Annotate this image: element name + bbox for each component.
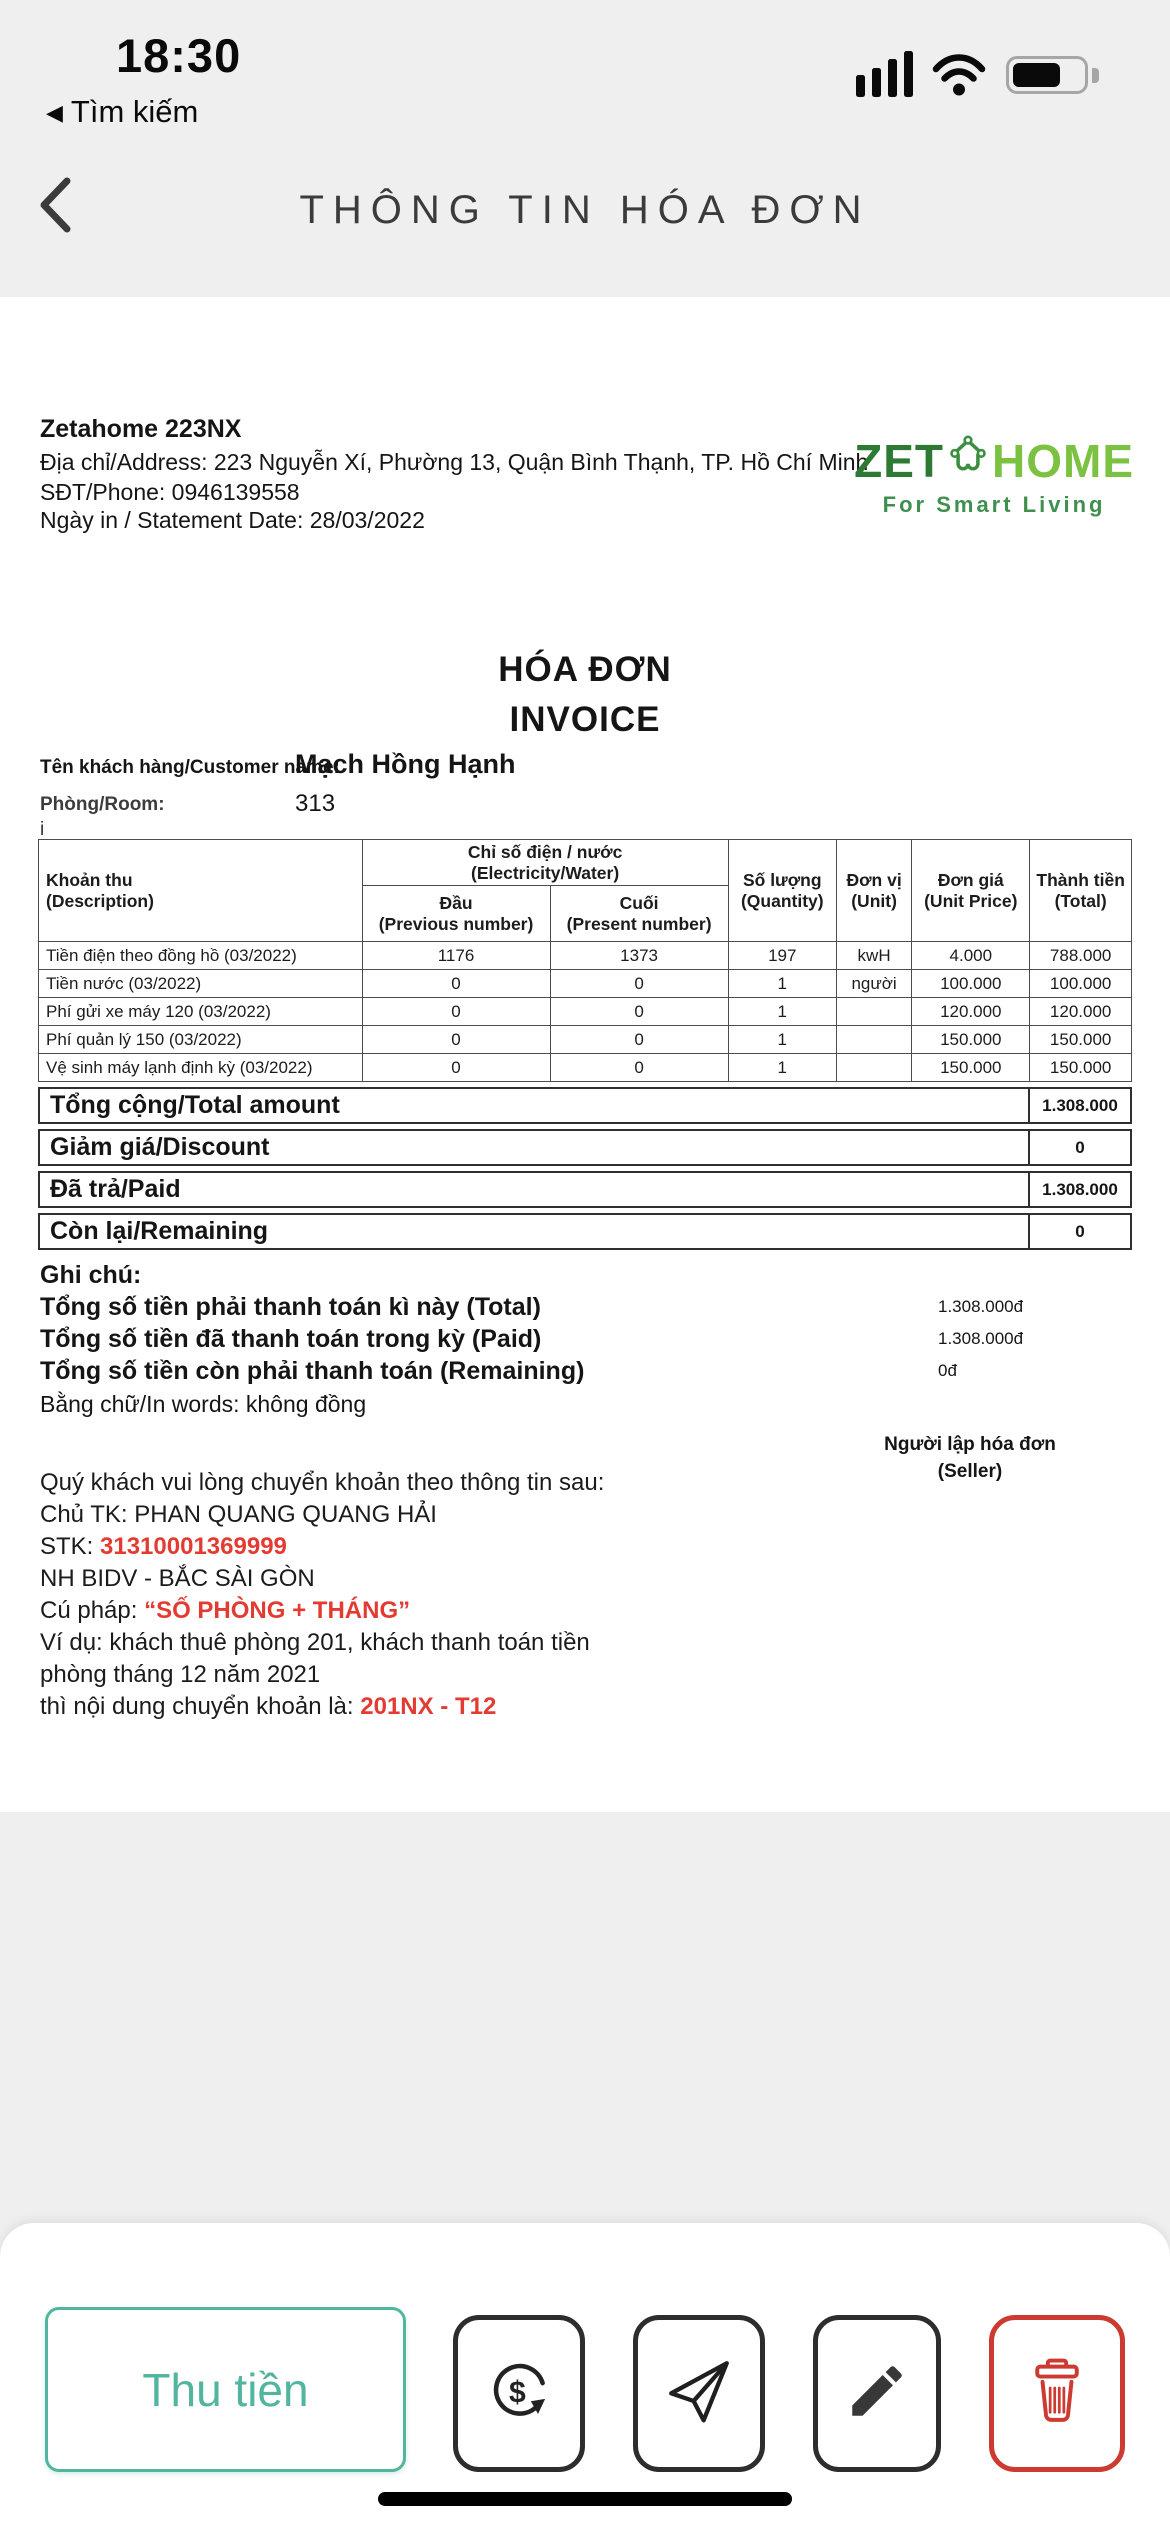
total-amount-row: Tổng cộng/Total amount 1.308.000 xyxy=(38,1087,1132,1124)
note-total-value: 1.308.000đ xyxy=(938,1297,1024,1316)
logo-text-zet: ZET xyxy=(854,434,944,487)
col-total: Thành tiền (Total) xyxy=(1030,840,1132,942)
room-label: Phòng/Room: xyxy=(40,794,165,815)
page-title: THÔNG TIN HÓA ĐƠN xyxy=(299,188,871,232)
col-meter-group: Chỉ số điện / nước (Electricity/Water) xyxy=(362,840,728,886)
cellular-icon xyxy=(856,50,920,97)
account-number-line: STK: 31310001369999 xyxy=(40,1533,287,1560)
note-paid-label: Tổng số tiền đã thanh toán trong kỳ (Paid) xyxy=(40,1325,542,1353)
account-holder: Chủ TK: PHAN QUANG QUANG HẢI xyxy=(40,1501,437,1528)
col-unit-price: Đơn giá (Unit Price) xyxy=(912,840,1030,942)
charges-table xyxy=(38,839,1132,1082)
note-remaining-value: 0đ xyxy=(938,1361,957,1380)
home-indicator[interactable] xyxy=(378,2492,792,2506)
example-line-2: phòng tháng 12 năm 2021 xyxy=(40,1661,321,1688)
edit-button[interactable] xyxy=(813,2315,941,2472)
send-button[interactable] xyxy=(633,2315,765,2472)
zetahome-logo xyxy=(854,433,1134,518)
col-present: Cuối (Present number) xyxy=(550,886,728,942)
col-previous: Đầu (Previous number) xyxy=(362,886,550,942)
statement-date: Ngày in / Statement Date: 28/03/2022 xyxy=(40,507,425,533)
delete-icon xyxy=(1026,2356,1088,2431)
logo-text-home: HOME xyxy=(992,434,1134,487)
transfer-content-line: thì nội dung chuyển khoản là: 201NX - T12 xyxy=(40,1693,497,1720)
table-row: Tiền nước (03/2022) 0 0 1 người 100.000 100.000 xyxy=(39,970,1132,998)
company-address: Địa chỉ/Address: 223 Nguyễn Xí, Phường 13, Quận Bình Thạnh, TP. Hồ Chí Minh xyxy=(40,449,869,475)
edit-icon xyxy=(844,2358,910,2429)
invoice-heading xyxy=(0,645,1170,745)
send-icon xyxy=(662,2354,736,2433)
discount-row: Giảm giá/Discount 0 xyxy=(38,1129,1132,1166)
example-line-1: Ví dụ: khách thuê phòng 201, khách thanh toán tiền xyxy=(40,1629,590,1656)
col-description: Khoản thu (Description) xyxy=(39,840,363,942)
table-row: Vệ sinh máy lạnh định kỳ (03/2022) 0 0 1 150.000 150.000 xyxy=(39,1054,1132,1082)
payment-instructions xyxy=(40,1467,604,1723)
stray-char: i xyxy=(40,819,45,840)
money-cycle-icon xyxy=(481,2353,557,2434)
remaining-row: Còn lại/Remaining 0 xyxy=(38,1213,1132,1250)
note-total-label: Tổng số tiền phải thanh toán kì này (Total) xyxy=(40,1293,541,1321)
back-to-app-label: Tìm kiếm xyxy=(70,94,199,129)
bank-name: NH BIDV - BẮC SÀI GÒN xyxy=(40,1565,315,1592)
svg-text:$: $ xyxy=(509,2376,526,2410)
note-remaining-label: Tổng số tiền còn phải thanh toán (Remaining) xyxy=(40,1357,585,1385)
collect-money-button[interactable]: Thu tiền xyxy=(45,2307,406,2472)
transfer-content: 201NX - T12 xyxy=(360,1693,497,1720)
table-row: Phí gửi xe máy 120 (03/2022) 0 0 1 120.000 120.000 xyxy=(39,998,1132,1026)
seller-signature-block: Người lập hóa đơn (Seller) xyxy=(884,1434,1056,1482)
company-phone: SĐT/Phone: 0946139558 xyxy=(40,479,300,505)
back-to-app-link[interactable] xyxy=(46,94,198,130)
notes-title: Ghi chú: xyxy=(40,1261,142,1289)
col-quantity: Số lượng (Quantity) xyxy=(728,840,836,942)
account-number: 31310001369999 xyxy=(100,1533,287,1560)
logo-tagline: For Smart Living xyxy=(882,492,1106,517)
battery-icon xyxy=(1006,56,1088,94)
delete-button[interactable] xyxy=(989,2315,1125,2472)
battery-nub xyxy=(1092,68,1099,83)
house-icon xyxy=(946,433,990,488)
table-row: Phí quản lý 150 (03/2022) 0 0 1 150.000 150.000 xyxy=(39,1026,1132,1054)
customer-name-value: Mạch Hồng Hạnh xyxy=(295,749,516,779)
company-name: Zetahome 223NX xyxy=(40,415,242,443)
payment-intro: Quý khách vui lòng chuyển khoản theo thông tin sau: xyxy=(40,1469,605,1496)
status-time: 18:30 xyxy=(116,29,242,82)
wifi-icon xyxy=(932,54,986,102)
col-unit: Đơn vị (Unit) xyxy=(836,840,911,942)
note-paid-value: 1.308.000đ xyxy=(938,1329,1024,1348)
invoice-title-en: INVOICE xyxy=(509,700,661,739)
invoice-document[interactable] xyxy=(0,297,1170,1812)
invoice-title-vi: HÓA ĐƠN xyxy=(498,650,672,689)
syntax-line: Cú pháp: “SỐ PHÒNG + THÁNG” xyxy=(40,1597,411,1624)
refund-button[interactable] xyxy=(453,2315,585,2472)
customer-name-label: Tên khách hàng/Customer name: xyxy=(40,757,340,778)
paid-row: Đã trả/Paid 1.308.000 xyxy=(38,1171,1132,1208)
room-value: 313 xyxy=(295,790,336,817)
syntax-value: “SỐ PHÒNG + THÁNG” xyxy=(144,1597,411,1624)
table-row: Tiền điện theo đồng hồ (03/2022) 1176 1373 197 kwH 4.000 788.000 xyxy=(39,942,1132,970)
amount-in-words: Bằng chữ/In words: không đồng xyxy=(40,1391,367,1417)
triangle-left-icon: ◀ xyxy=(46,99,63,125)
bottom-action-sheet xyxy=(0,2223,1170,2532)
